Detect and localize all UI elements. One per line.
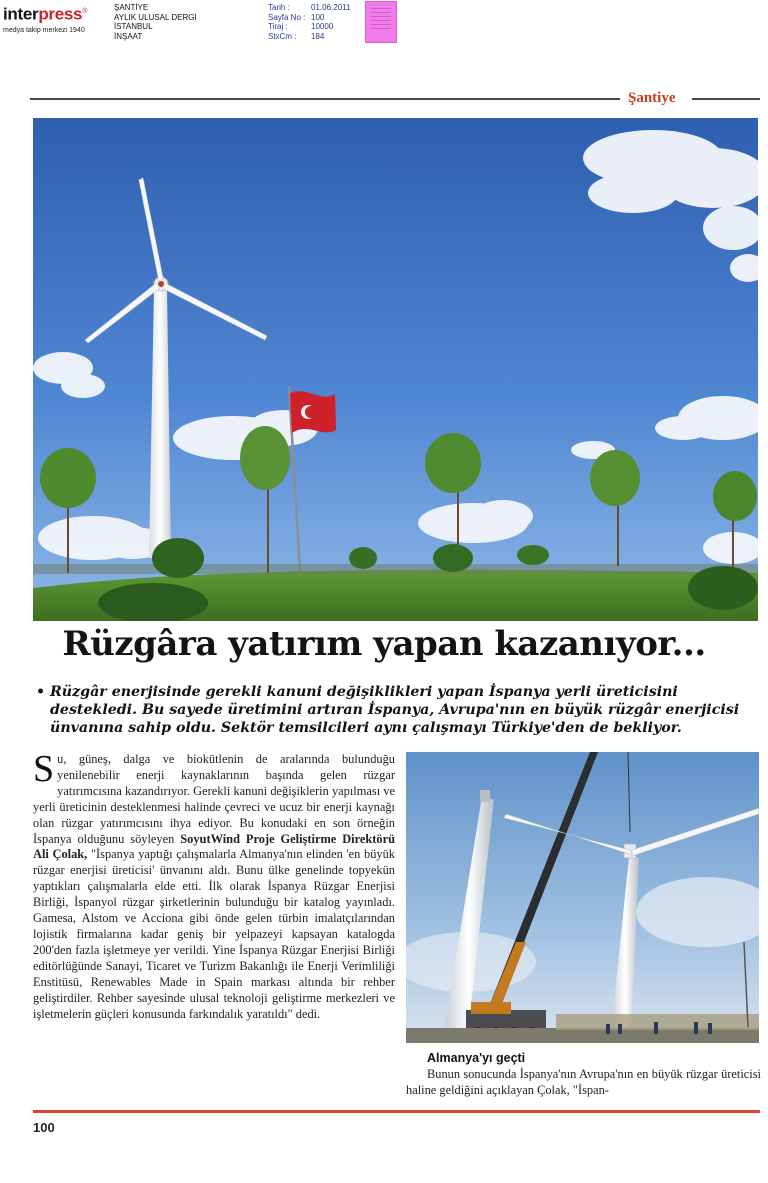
interpress-logo [3,2,87,34]
article-summary [36,683,760,737]
logo-tagline: medya takip merkezi 1940 [3,26,85,34]
meta-row-page [268,13,350,23]
meta-row-circulation [268,22,350,32]
meta-label: Tiraj : [268,22,288,31]
body-text-part-2: "İspanya yaptığı çalışmalarla Almanya'nın elinden 'en büyük rüzgar enerjisi üreticisi' ünvanını aldı. Bunu ülke genelinde topyekün yaptıkları çalışmalarla elde etti. İlk olarak İspanya Rüzgar Enerjisi Birliği, İspanyol rüzgar şirketlerinin bulunduğu bir katalog yayınladı. Gamesa, Alstom ve Acciona gibi önde gelen türbin imalatçılarından lojistik firmalarına kadar geniş bir yelpazeyi kapsayan katalogda 200'den fazla işletmeye yer verildi. Yine İspanya Rüzgar Enerjisi Birliği editörlüğünde Sanayi, Ticaret ve Turizm Bakanlığı ile Enerji Verimliliği Enstitüsü, Renewables Made in Spain markası altında bir rehber geliştirdiler. Rehber sayesinde ulusal teknoloji geliştirme merkezleri ve işletmelerin güçleri konusunda farkındalık yaratıldı" dedi. [33,847,396,1021]
section-rule-left [30,98,620,100]
meta-row-date [268,3,350,13]
logo-part-2: press [38,4,83,24]
page-number: 100 [33,1120,55,1135]
wind-turbine-photo [33,118,758,621]
meta-label: Sayfa No : [268,12,306,22]
body-person-name: SoyutWind Proje Geliştirme Direktörü Ali Çolak, [33,831,395,862]
logo-part-1: inter [3,4,39,24]
meta-value: 01.06.2011 [311,3,351,12]
summary-bullet: • [36,684,46,700]
section-name: Şantiye [628,90,676,106]
side-column-text: Bunun sonucunda İspanya'nın Avrupa'nın en büyük rüzgar üreticisi haline geldiğini açıklayan Çolak, "İspan- [406,1067,761,1097]
publication-frequency: AYLIK ULUSAL DERGİ [114,12,197,22]
logo-wordmark [3,2,87,24]
footer-rule [33,1110,760,1113]
meta-label: Tarih : [268,3,290,12]
clipping-meta [268,3,350,41]
meta-value: 184 [311,31,325,41]
publication-sector: İNŞAAT [114,31,143,41]
publication-city: İSTANBUL [114,22,153,31]
meta-value: 10000 [311,22,334,31]
meta-value: 100 [311,12,325,22]
article-headline: Rüzgâra yatırım yapan kazanıyor... [62,624,706,664]
publication-info [114,3,197,41]
meta-label: StxCm : [268,31,297,41]
publication-name: ŞANTİYE [114,3,149,12]
section-header [30,90,760,110]
clipping-stamp [365,1,397,43]
summary-text: Rüzgâr enerjisinde gerekli kanuni değişiklikleri yapan İspanya yerli üreticisini destekledi. Bu sayede üretimini artıran İspanya, Avrupa'nın en büyük rüzgâr enerjicisi ünvanına sahip oldu. Sektör temsilcileri aynı çalışmayı Türkiye'den de bekliyor. [50,684,740,736]
article-body [33,748,396,1022]
registered-mark: ® [82,8,88,15]
section-rule-right [692,98,760,100]
subheading: Almanya'yı geçti [427,1051,526,1065]
meta-row-stxcm [268,32,350,42]
turbine-installation-photo [406,752,759,1043]
body-text-part-1: u, güneş, dalga ve biokütlenin de aralarında bulunduğu yenilenebilir enerji kaynaklarının başında gelen rüzgar yatırımcısına kazandırıyor. Gerekli kanuni değişiklerin yapılması ve yerli üreticinin desteklenmesi halinde çevreci ve ucuz bir enerji kaynağı olan rüzgar yatırımcısını ihya ediyor. Bu konudaki en son örneğin İspanya olduğunu söyleyen [33,752,395,846]
drop-cap: S [33,748,55,790]
clipping-header [0,0,768,48]
